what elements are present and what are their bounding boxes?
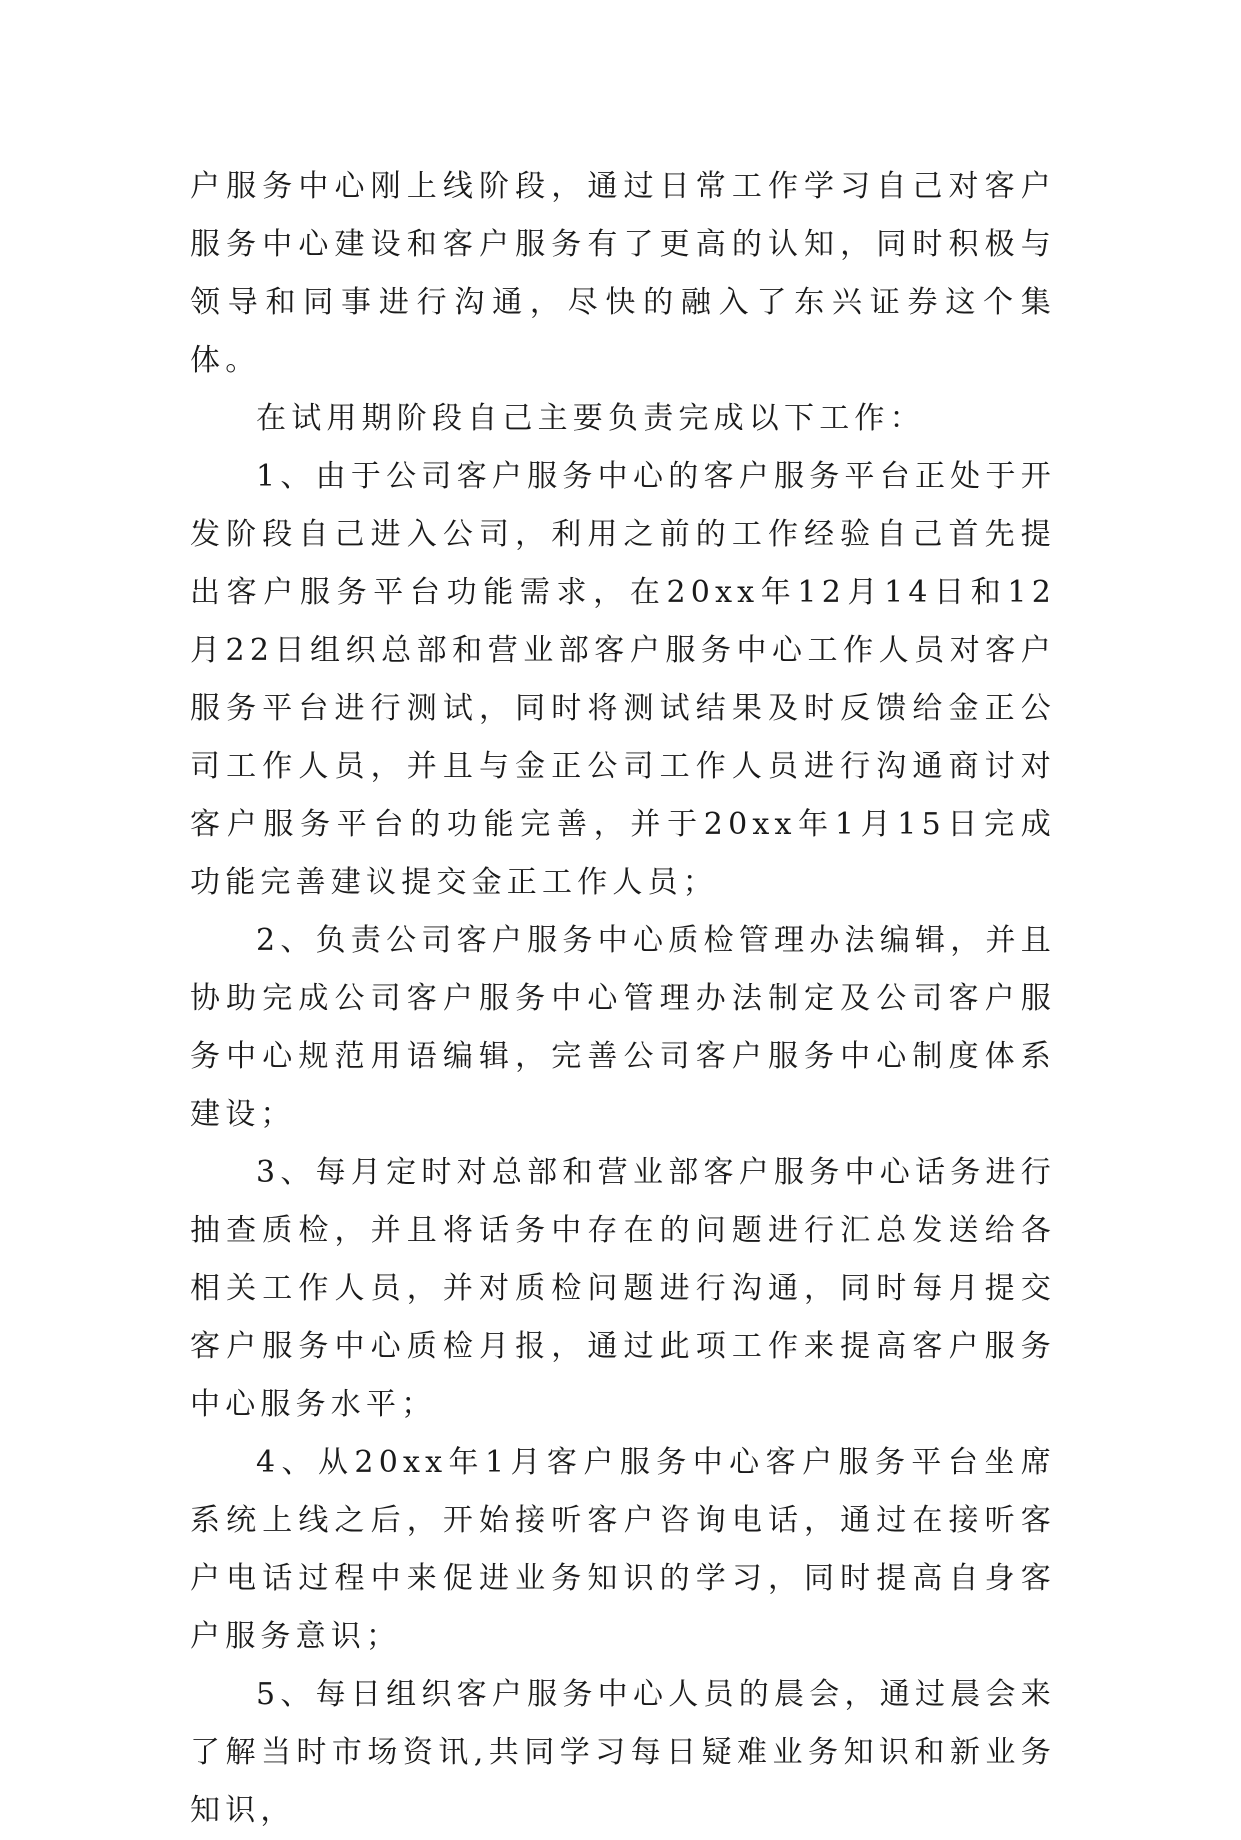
paragraph-intro: 在试用期阶段自己主要负责完成以下工作：	[256, 401, 925, 436]
document-body	[190, 158, 1056, 1840]
paragraph-continuation: 户服务中心刚上线阶段，通过日常工作学习自己对客户服务中心建设和客户服务有了更高的认知，同时积极与领导和同事进行沟通，尽快的融入了东兴证券这个集体。	[190, 169, 1056, 378]
paragraph-item-1: 1、由于公司客户服务中心的客户服务平台正处于开发阶段自己进入公司，利用之前的工作经验自己首先提出客户服务平台功能需求，在20xx年12月14日和12月22日组织总部和营业部客户服务中心工作人员对客户服务平台进行测试，同时将测试结果及时反馈给金正公司工作人员，并且与金正公司工作人员进行沟通商讨对客户服务平台的功能完善，并于20xx年1月15日完成功能完善建议提交金正工作人员；	[190, 459, 1056, 900]
paragraph-item-2: 2、负责公司客户服务中心质检管理办法编辑，并且协助完成公司客户服务中心管理办法制定及公司客户服务中心规范用语编辑，完善公司客户服务中心制度体系建设；	[190, 923, 1056, 1132]
paragraph-item-4: 4、从20xx年1月客户服务中心客户服务平台坐席系统上线之后，开始接听客户咨询电话，通过在接听客户电话过程中来促进业务知识的学习，同时提高自身客户服务意识；	[190, 1445, 1056, 1654]
paragraph-item-5: 5、每日组织客户服务中心人员的晨会，通过晨会来了解当时市场资讯,共同学习每日疑难业务知识和新业务知识，	[190, 1677, 1056, 1828]
paragraph-item-3: 3、每月定时对总部和营业部客户服务中心话务进行抽查质检，并且将话务中存在的问题进行汇总发送给各相关工作人员，并对质检问题进行沟通，同时每月提交客户服务中心质检月报，通过此项工作来提高客户服务中心服务水平；	[190, 1155, 1056, 1422]
